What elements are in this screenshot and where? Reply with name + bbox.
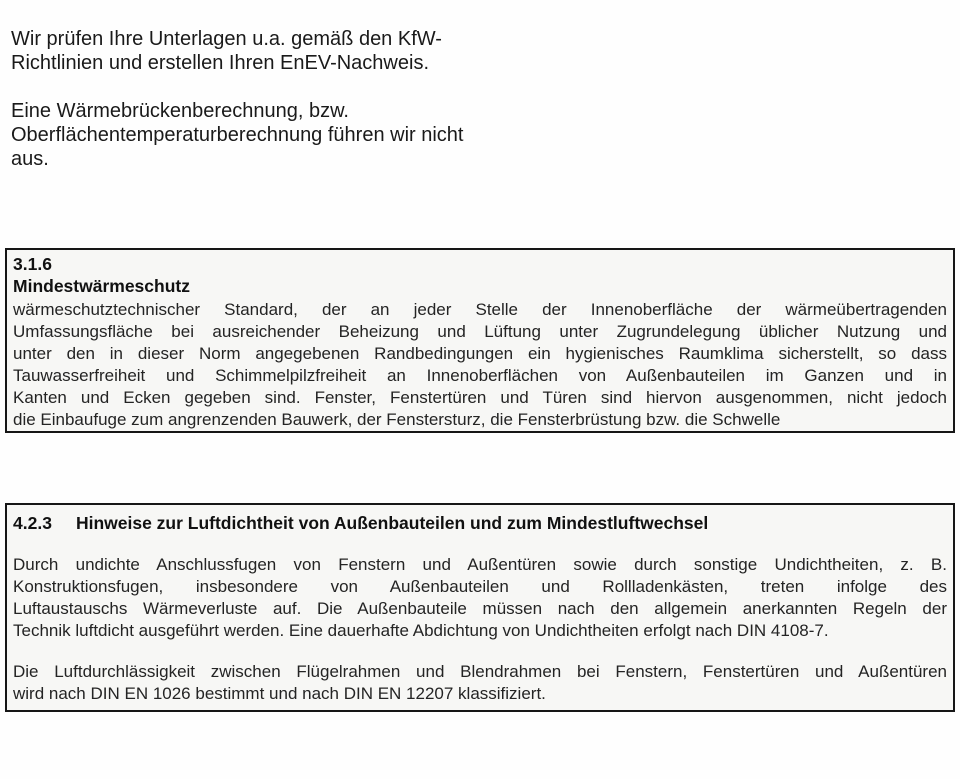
body-line: Die Luftdurchlässigkeit zwischen Flügelrahmen und Blendrahmen bei Fenstern, Fenstertüren und Außentüren: [13, 662, 947, 681]
section-4-2-3-box: [5, 503, 955, 712]
body-line: wärmeschutztechnischer Standard, der an jeder Stelle der Innenoberfläche der wärmeübertragenden: [13, 300, 947, 319]
section-number: 3.1.6: [13, 254, 52, 274]
intro-text-block: [11, 27, 511, 195]
body-line: wird nach DIN EN 1026 bestimmt und nach DIN EN 12207 klassifiziert.: [13, 684, 546, 703]
body-line: Technik luftdicht ausgeführt werden. Eine dauerhafte Abdichtung von Undichtheiten erfolgt nach DIN 4108-7.: [13, 621, 829, 640]
body-line: Umfassungsfläche bei ausreichender Beheizung und Lüftung unter Zugrundelegung üblicher Nutzung und: [13, 322, 947, 341]
body-line: Konstruktionsfugen, insbesondere von Außenbauteilen und Rollladenkästen, treten infolge des: [13, 577, 947, 596]
body-line: Durch undichte Anschlussfugen von Fenstern und Außentüren sowie durch sonstige Undichtheiten, z. B.: [13, 555, 947, 574]
body-line: die Einbaufuge zum angrenzenden Bauwerk, der Fenstersturz, die Fensterbrüstung bzw. die Schwelle: [13, 410, 781, 429]
section-title: Hinweise zur Luftdichtheit von Außenbauteilen und zum Mindestluftwechsel: [75, 513, 709, 533]
section-body: [13, 299, 947, 431]
section-3-1-6-box: [5, 248, 955, 433]
section-header: [13, 511, 947, 535]
intro-paragraph-2: [11, 99, 511, 171]
intro-line: Oberflächentemperaturberechnung führen wir nicht: [11, 124, 464, 146]
section-paragraph-1: [13, 554, 947, 642]
body-line: Luftaustauschs Wärmeverluste auf. Die Außenbauteile müssen nach den allgemein anerkannten Regeln der: [13, 599, 947, 618]
section-number: 4.2.3: [13, 513, 52, 533]
section-paragraph-2: [13, 661, 947, 705]
body-line: Kanten und Ecken gegeben sind. Fenster, Fenstertüren und Türen sind hiervon ausgenommen, nicht jedoch: [13, 388, 947, 407]
intro-paragraph-1: [11, 27, 511, 75]
intro-line: aus.: [11, 148, 49, 170]
intro-line: Richtlinien und erstellen Ihren EnEV-Nachweis.: [11, 52, 429, 74]
body-line: Tauwasserfreiheit und Schimmelpilzfreiheit an Innenoberflächen von Außenbauteilen im Ganzen und in: [13, 366, 947, 385]
intro-line: Eine Wärmebrückenberechnung, bzw.: [11, 100, 349, 122]
section-title: Mindestwärmeschutz: [13, 276, 190, 296]
body-line: unter den in dieser Norm angegebenen Randbedingungen ein hygienisches Raumklima sicherstellt, so dass: [13, 344, 947, 363]
intro-line: Wir prüfen Ihre Unterlagen u.a. gemäß den KfW-: [11, 28, 442, 50]
